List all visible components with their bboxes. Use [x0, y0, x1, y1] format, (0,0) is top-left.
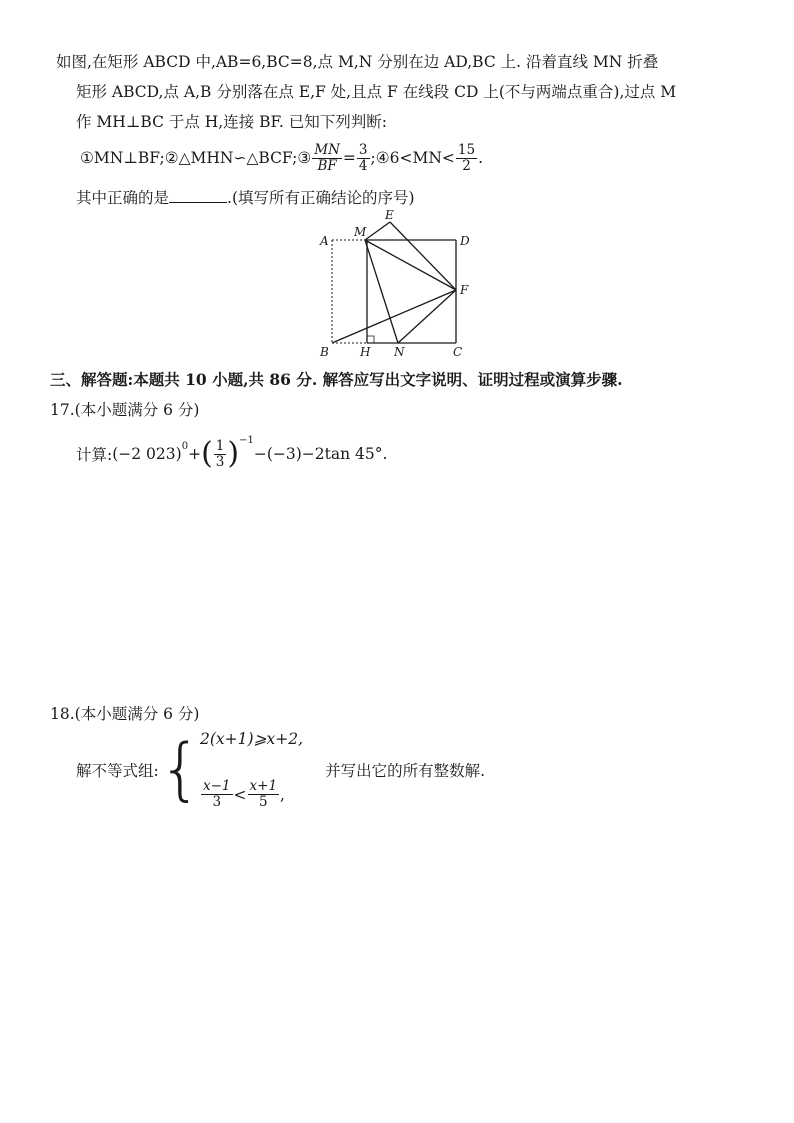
- q16-prompt: [76, 186, 415, 208]
- q18-ineq2-lden: 3: [212, 794, 222, 810]
- q17-exp-neg1: −1: [239, 434, 254, 446]
- q17-expr-b: −(−3)−2tan 45°.: [253, 445, 388, 463]
- q16-opt4-num: 15: [457, 141, 476, 158]
- q17-calc-label: 计算:: [76, 446, 113, 464]
- q18-brace: {: [158, 730, 202, 809]
- q16-opt3-fraction: [312, 143, 342, 174]
- q16-prompt-pre: 其中正确的是: [76, 189, 170, 207]
- q17-plus: +: [188, 445, 202, 463]
- q16-opt3-eq: =: [342, 149, 356, 167]
- q16-opt4-fraction: [456, 143, 477, 174]
- q17-frac-den: 3: [215, 453, 225, 470]
- label-e: E: [385, 208, 394, 222]
- label-c: C: [453, 345, 463, 359]
- q16-opt4-den: 2: [462, 157, 471, 174]
- q16-opt3-rden: 4: [358, 157, 368, 174]
- q16-opt4: ;④6<MN<: [370, 149, 455, 167]
- q18-ineq2-left: [201, 779, 233, 810]
- q18-ineq1: 2(x+1)⩾x+2,: [200, 730, 304, 748]
- q17-expr-a: (−2 023): [112, 445, 182, 463]
- label-m: M: [354, 225, 367, 239]
- q18-ineq2: [200, 779, 303, 810]
- q18-ineq2-rden: 5: [258, 794, 268, 810]
- q16-opt1: ①MN⊥BF;②△MHN∽△BCF;③: [80, 149, 312, 167]
- q16-opt3-ratio: [357, 143, 370, 174]
- q16-line2: 矩形 ABCD,点 A,B 分别落在点 E,F 处,且点 F 在线段 CD 上(不与两端点重合),过点 M: [76, 83, 677, 101]
- q17-exp0: 0: [181, 440, 189, 452]
- segment-me: [365, 222, 390, 240]
- q18-system: [76, 728, 485, 812]
- q18-ineq2-right: [248, 779, 280, 810]
- q18-ineq2-rnum: x+1: [249, 778, 278, 794]
- q17-paren-close: ): [227, 436, 240, 471]
- segment-bf: [332, 290, 456, 343]
- q18-solve-label: 解不等式组:: [76, 762, 159, 780]
- q16-options: [80, 138, 483, 178]
- q17-expression: [76, 432, 387, 476]
- q16-opt3-den: BF: [317, 157, 337, 174]
- q16-opt3-num: MN: [314, 141, 340, 158]
- answer-blank[interactable]: [169, 188, 227, 203]
- segment-ef: [390, 222, 456, 290]
- q16-text-line1: 如图,在矩形 ABCD 中,AB=6,BC=8,点 M,N 分别在边 AD,BC 上. 沿着直线 MN 折叠: [56, 53, 659, 71]
- q16-prompt-post: .(填写所有正确结论的序号): [227, 189, 415, 207]
- q18-tail: 并写出它的所有整数解.: [325, 762, 485, 780]
- q16-line3: 作 MH⊥BC 于点 H,连接 BF. 已知下列判断:: [76, 113, 387, 131]
- q17-paren-open: (: [201, 436, 213, 471]
- q16-figure: [318, 208, 488, 360]
- label-d: D: [460, 234, 470, 248]
- q17-frac-num: 1: [215, 437, 225, 454]
- q18-inequalities: [200, 730, 303, 810]
- q18-ineq2-op: <: [233, 785, 247, 804]
- q16-line1: [56, 50, 658, 72]
- section3-title: 三、解答题:本题共 10 小题,共 86 分. 解答应写出文字说明、证明过程或演算步骤.: [50, 370, 623, 389]
- q18-ineq2-end: ,: [280, 785, 285, 804]
- label-h: H: [360, 345, 371, 359]
- q18-ineq2-lnum: x−1: [203, 778, 231, 794]
- q18-header: 18.(本小题满分 6 分): [50, 705, 200, 723]
- q17-fraction: [214, 439, 227, 470]
- q17-header: 17.(本小题满分 6 分): [50, 401, 200, 419]
- right-angle-mark: [367, 336, 374, 343]
- label-a: A: [320, 234, 329, 248]
- label-f: F: [460, 283, 469, 297]
- q16-opt3-rnum: 3: [358, 141, 368, 158]
- q16-opt-end: .: [478, 149, 484, 167]
- label-n: N: [394, 345, 405, 359]
- label-b: B: [320, 345, 329, 359]
- segment-nf: [398, 290, 456, 343]
